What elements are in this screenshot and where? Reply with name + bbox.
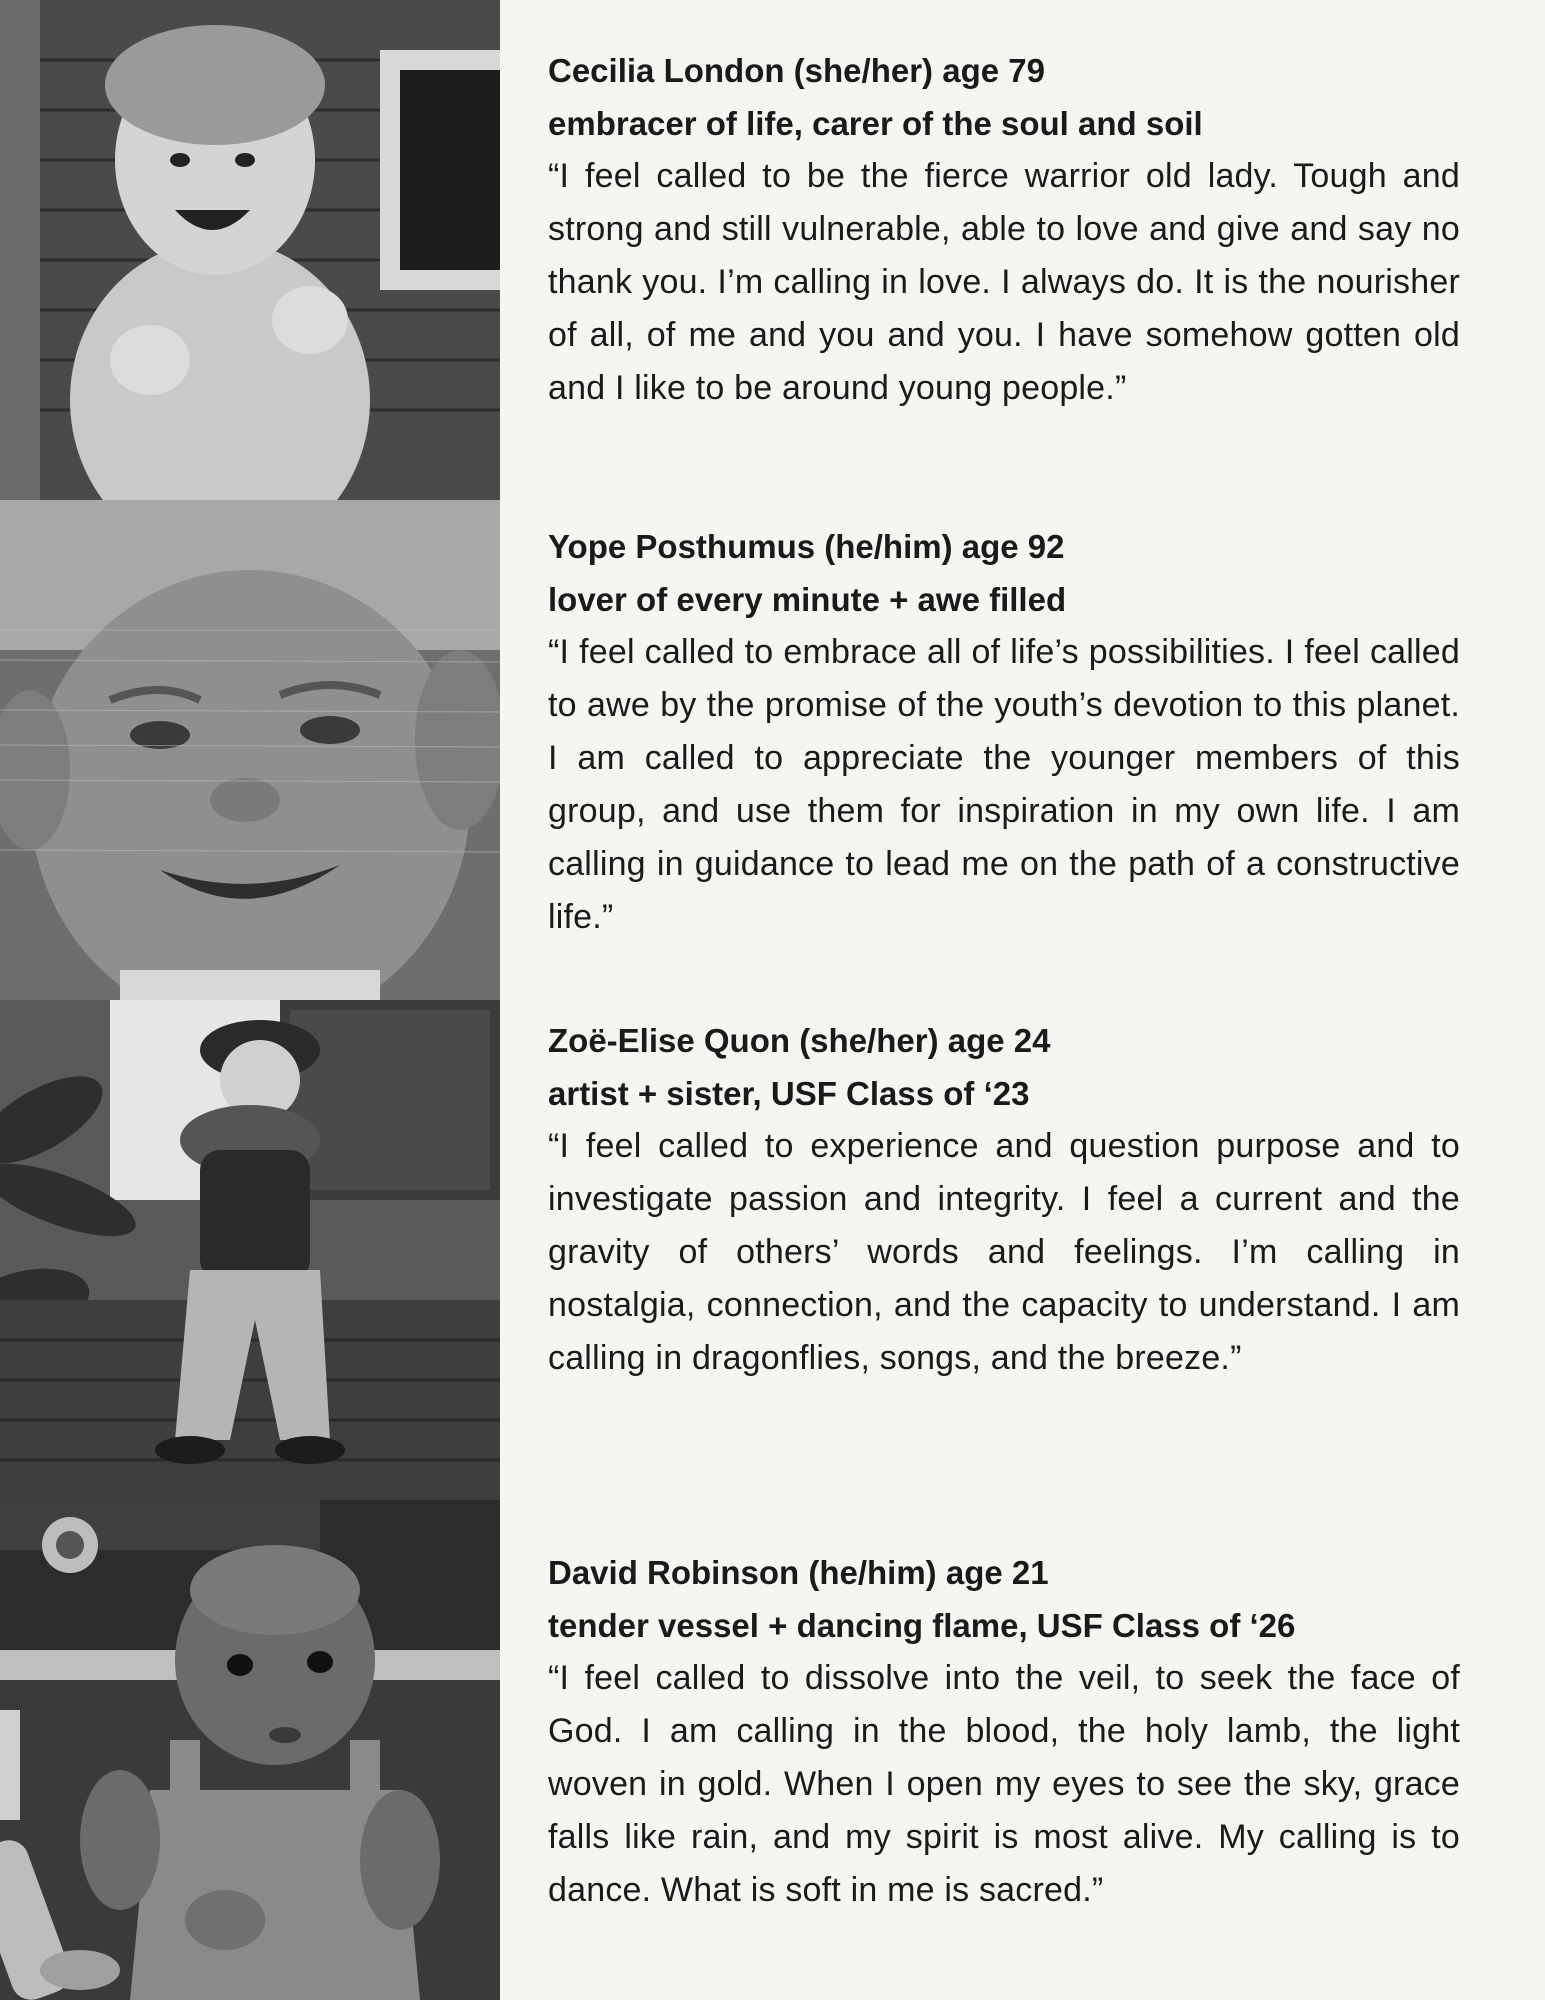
profile-quote: “I feel called to be the fierce warrior old lady. Tough and strong and still vulnerable, able to love and give and say no thank you. I’m calling in love. I always do. It is the nourisher of all, of me and you and you. I have somehow gotten old and I like to be around young people.” [548, 157, 1460, 407]
profile-descriptor: embracer of life, carer of the soul and soil [548, 105, 1203, 142]
profile-descriptor: tender vessel + dancing flame, USF Class of ‘26 [548, 1607, 1296, 1644]
profile-name: Yope Posthumus (he/him) age 92 [548, 528, 1065, 565]
profile-quote: “I feel called to embrace all of life’s possibilities. I feel called to awe by the promise of the youth’s devotion to this planet. I am called to appreciate the younger members of this group, and use them for inspiration in my own life. I am calling in guidance to lead me on the path of a constructive life.” [548, 633, 1460, 936]
childhood-photo-yope [0, 500, 500, 1000]
profile-name: Cecilia London (she/her) age 79 [548, 52, 1045, 89]
photo-column [0, 0, 500, 2000]
profile-name: Zoë-Elise Quon (she/her) age 24 [548, 1022, 1051, 1059]
profile-quote: “I feel called to dissolve into the veil, to seek the face of God. I am calling in the blood, the holy lamb, the light woven in gold. When I open my eyes to see the sky, grace falls like rain, and my spirit is most alive. My calling is to dance. What is soft in me is sacred.” [548, 1659, 1460, 1909]
profile-descriptor: lover of every minute + awe filled [548, 581, 1067, 618]
profile-descriptor: artist + sister, USF Class of ‘23 [548, 1075, 1030, 1112]
profile-cecilia [548, 44, 1460, 415]
childhood-photo-cecilia [0, 0, 500, 500]
profile-quote: “I feel called to experience and question purpose and to investigate passion and integrity. I feel a current and the gravity of others’ words and feelings. I’m calling in nostalgia, connection, and the capacity to understand. I am calling in dragonflies, songs, and the breeze.” [548, 1127, 1460, 1377]
childhood-photo-zoe [0, 1000, 500, 1500]
childhood-photo-david [0, 1500, 500, 2000]
profile-david [548, 1546, 1460, 1917]
profile-zoe [548, 1014, 1460, 1385]
profile-yope [548, 520, 1460, 944]
profile-name: David Robinson (he/him) age 21 [548, 1554, 1049, 1591]
